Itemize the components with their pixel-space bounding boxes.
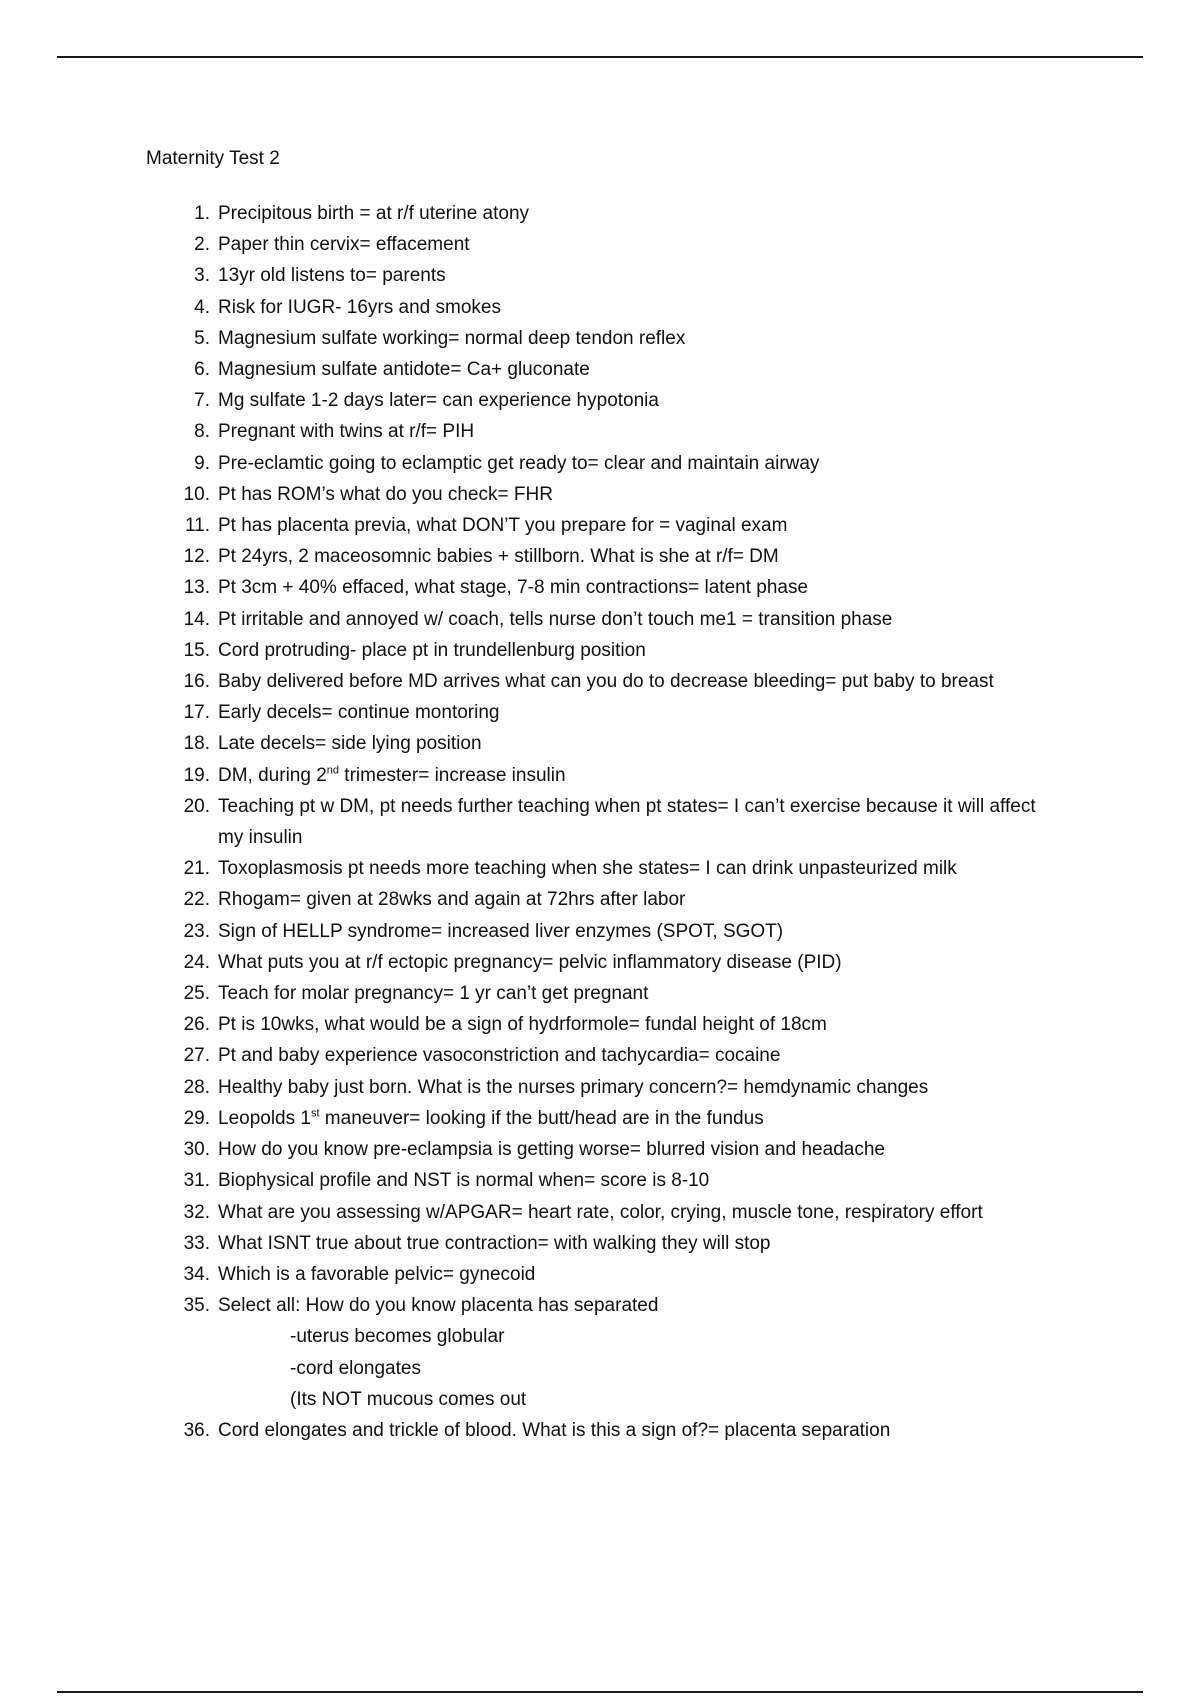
list-item bbox=[0, 385, 1200, 416]
item-text: Toxoplasmosis pt needs more teaching when she states= I can drink unpasteurized milk bbox=[218, 858, 957, 880]
list-item bbox=[0, 1290, 1200, 1415]
list-item bbox=[0, 884, 1200, 915]
list-item bbox=[0, 229, 1200, 260]
item-number: 30. bbox=[183, 1139, 210, 1161]
list-item bbox=[0, 292, 1200, 323]
list-item bbox=[0, 604, 1200, 635]
item-text: Pt 3cm + 40% effaced, what stage, 7-8 min contractions= latent phase bbox=[218, 577, 809, 599]
item-text: Pt is 10wks, what would be a sign of hydrformole= fundal height of 18cm bbox=[218, 1014, 827, 1036]
item-text: Paper thin cervix= effacement bbox=[218, 234, 470, 256]
list-item bbox=[0, 260, 1200, 291]
list-item bbox=[0, 510, 1200, 541]
item-text: Teaching pt w DM, pt needs further teaching when pt states= I can’t exercise because it will affect my insulin bbox=[218, 795, 1036, 849]
list-item bbox=[0, 323, 1200, 354]
list-item bbox=[0, 728, 1200, 759]
list-item bbox=[0, 541, 1200, 572]
item-number: 32. bbox=[183, 1201, 210, 1223]
item-number: 17. bbox=[183, 702, 210, 724]
item-text: Magnesium sulfate working= normal deep tendon reflex bbox=[218, 327, 686, 349]
item-number: 26. bbox=[183, 1014, 210, 1036]
question-list bbox=[0, 198, 1200, 1446]
item-text: Pt and baby experience vasoconstriction and tachycardia= cocaine bbox=[218, 1045, 781, 1067]
item-text: Pre-eclamtic going to eclamptic get ready to= clear and maintain airway bbox=[218, 452, 820, 474]
item-number: 12. bbox=[183, 546, 210, 568]
list-item bbox=[0, 198, 1200, 229]
item-number: 33. bbox=[183, 1232, 210, 1254]
item-number: 27. bbox=[183, 1045, 210, 1067]
list-item bbox=[0, 760, 1200, 791]
item-text: 13yr old listens to= parents bbox=[218, 265, 446, 287]
sub-list bbox=[0, 1321, 1200, 1415]
item-number: 21. bbox=[183, 858, 210, 880]
ordinal-superscript: nd bbox=[326, 764, 340, 777]
item-text: Early decels= continue montoring bbox=[218, 702, 500, 724]
item-text-after: maneuver= looking if the butt/head are in the fundus bbox=[319, 1107, 764, 1129]
item-number: 16. bbox=[183, 671, 210, 693]
item-number: 24. bbox=[183, 951, 210, 973]
list-item bbox=[0, 1165, 1200, 1196]
item-number: 8. bbox=[194, 421, 210, 443]
item-text: Which is a favorable pelvic= gynecoid bbox=[218, 1263, 536, 1285]
list-item bbox=[0, 1134, 1200, 1165]
item-text: Pregnant with twins at r/f= PIH bbox=[218, 421, 475, 443]
item-number: 9. bbox=[194, 452, 210, 474]
list-item bbox=[0, 1415, 1200, 1446]
item-text: Pt irritable and annoyed w/ coach, tells nurse don’t touch me1 = transition phase bbox=[218, 608, 893, 630]
item-text: Teach for molar pregnancy= 1 yr can’t get pregnant bbox=[218, 983, 649, 1005]
item-text: What ISNT true about true contraction= with walking they will stop bbox=[218, 1232, 771, 1254]
item-text: Cord protruding- place pt in trundellenburg position bbox=[218, 639, 646, 661]
item-text: Sign of HELLP syndrome= increased liver enzymes (SPOT, SGOT) bbox=[218, 920, 784, 942]
item-text: Magnesium sulfate antidote= Ca+ gluconate bbox=[218, 359, 590, 381]
item-text bbox=[218, 760, 1058, 791]
item-text-after: trimester= increase insulin bbox=[339, 764, 566, 786]
item-number: 6. bbox=[194, 359, 210, 381]
item-number: 29. bbox=[183, 1107, 210, 1129]
list-item bbox=[0, 1228, 1200, 1259]
item-number: 23. bbox=[183, 920, 210, 942]
item-text: Pt 24yrs, 2 maceosomnic babies + stillborn. What is she at r/f= DM bbox=[218, 546, 779, 568]
item-text: What are you assessing w/APGAR= heart rate, color, crying, muscle tone, respiratory effort bbox=[218, 1201, 983, 1223]
item-text: Mg sulfate 1-2 days later= can experience hypotonia bbox=[218, 390, 659, 412]
list-item bbox=[0, 1197, 1200, 1228]
sub-item: -uterus becomes globular bbox=[290, 1326, 505, 1348]
item-text-before: Leopolds 1 bbox=[218, 1107, 311, 1129]
item-text: Baby delivered before MD arrives what can you do to decrease bleeding= put baby to breast bbox=[218, 671, 994, 693]
item-text: How do you know pre-eclampsia is getting worse= blurred vision and headache bbox=[218, 1139, 885, 1161]
document-title: Maternity Test 2 bbox=[146, 148, 280, 169]
list-item bbox=[0, 916, 1200, 947]
list-item bbox=[0, 448, 1200, 479]
item-number: 5. bbox=[194, 327, 210, 349]
item-number: 4. bbox=[194, 296, 210, 318]
list-item bbox=[0, 354, 1200, 385]
item-number: 10. bbox=[183, 483, 210, 505]
item-text: What puts you at r/f ectopic pregnancy= pelvic inflammatory disease (PID) bbox=[218, 951, 842, 973]
item-text: Rhogam= given at 28wks and again at 72hrs after labor bbox=[218, 889, 686, 911]
item-number: 14. bbox=[183, 608, 210, 630]
item-number: 31. bbox=[183, 1170, 210, 1192]
ordinal-superscript: st bbox=[310, 1107, 320, 1120]
item-text: Pt has ROM’s what do you check= FHR bbox=[218, 483, 553, 505]
list-item bbox=[0, 853, 1200, 884]
list-item bbox=[0, 479, 1200, 510]
footer-rule bbox=[57, 1691, 1143, 1693]
item-text: Healthy baby just born. What is the nurses primary concern?= hemdynamic changes bbox=[218, 1076, 929, 1098]
list-item bbox=[0, 1103, 1200, 1134]
item-text: Risk for IUGR- 16yrs and smokes bbox=[218, 296, 501, 318]
list-item bbox=[0, 1259, 1200, 1290]
item-text-before: DM, during 2 bbox=[218, 764, 327, 786]
item-number: 11. bbox=[184, 515, 210, 537]
list-item bbox=[0, 947, 1200, 978]
header-rule bbox=[57, 56, 1143, 58]
list-item bbox=[0, 791, 1200, 853]
item-number: 15. bbox=[183, 639, 210, 661]
item-number: 2. bbox=[194, 234, 210, 256]
list-item bbox=[0, 416, 1200, 447]
item-number: 28. bbox=[183, 1076, 210, 1098]
list-item bbox=[0, 978, 1200, 1009]
item-number: 34. bbox=[183, 1263, 210, 1285]
item-number: 3. bbox=[194, 265, 210, 287]
item-number: 20. bbox=[183, 795, 210, 817]
item-text: Precipitous birth = at r/f uterine atony bbox=[218, 203, 530, 224]
item-number: 7. bbox=[194, 390, 210, 412]
item-text: Cord elongates and trickle of blood. What is this a sign of?= placenta separation bbox=[218, 1419, 891, 1441]
sub-item: -cord elongates bbox=[290, 1357, 421, 1379]
item-number: 22. bbox=[183, 889, 210, 911]
item-number: 36. bbox=[183, 1419, 210, 1441]
item-text: Select all: How do you know placenta has separated bbox=[218, 1295, 659, 1317]
list-item bbox=[0, 635, 1200, 666]
list-item bbox=[0, 1072, 1200, 1103]
item-text: Pt has placenta previa, what DON’T you prepare for = vaginal exam bbox=[218, 515, 788, 537]
item-number: 1. bbox=[194, 203, 210, 224]
item-text: Biophysical profile and NST is normal when= score is 8-10 bbox=[218, 1170, 710, 1192]
item-number: 13. bbox=[183, 577, 210, 599]
list-item bbox=[0, 572, 1200, 603]
sub-item: (Its NOT mucous comes out bbox=[290, 1388, 527, 1410]
item-text: Late decels= side lying position bbox=[218, 733, 482, 755]
list-item bbox=[0, 1009, 1200, 1040]
list-item bbox=[0, 1040, 1200, 1071]
list-item bbox=[0, 666, 1200, 697]
item-number: 25. bbox=[183, 983, 210, 1005]
list-item bbox=[0, 697, 1200, 728]
item-number: 18. bbox=[183, 733, 210, 755]
item-number: 35. bbox=[183, 1295, 210, 1317]
item-number: 19. bbox=[183, 764, 210, 786]
item-text bbox=[218, 1103, 1058, 1134]
